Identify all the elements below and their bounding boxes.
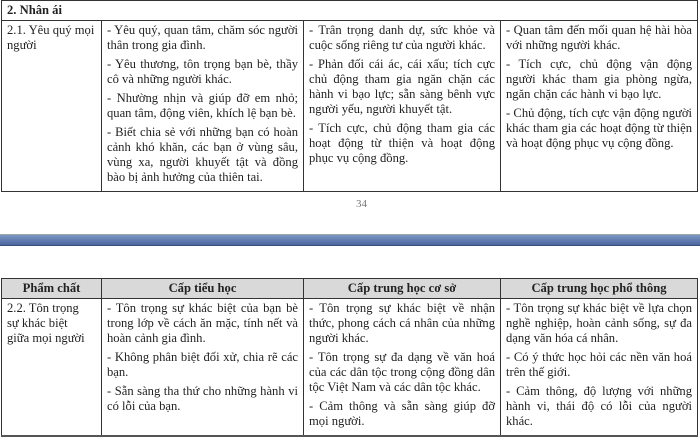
list-item: - Phản đối cái ác, cái xấu; tích cực chủ động tham gia ngăn chặn các hành vi bạo lực; sẵn sàng bênh vực người yếu, người khuyết tật. [309, 57, 495, 116]
lower-secondary-cell [304, 21, 501, 192]
list-item: - Cảm thông, độ lượng với những hành vi, thái độ có lỗi của người khác. [506, 384, 692, 428]
table-page-35 [1, 278, 698, 437]
primary-cell [102, 299, 304, 437]
table-row [2, 299, 698, 437]
column-header: Phẩm chất [2, 279, 102, 299]
list-item: - Trân trọng danh dự, sức khỏe và cuộc sống riêng tư của người khác. [309, 23, 495, 52]
column-header: Cấp trung học phổ thông [501, 279, 698, 299]
list-item: - Tôn trọng sự khác biệt về nhận thức, phong cách cá nhân của những người khác. [309, 301, 495, 345]
list-item: - Tôn trọng sự khác biệt của bạn bè trong lớp về cách ăn mặc, tính nết và hoàn cảnh gia đình. [107, 301, 298, 345]
quality-name: 2.2. Tôn trọng sự khác biệt giữa mọi người [7, 301, 85, 345]
upper-secondary-cell [501, 299, 698, 437]
column-header: Cấp tiểu học [102, 279, 304, 299]
list-item: - Tôn trọng sự đa dạng về văn hoá của các dân tộc trong cộng đồng dân tộc Việt Nam và các dân tộc khác. [309, 350, 495, 394]
section-title: 2. Nhân ái [2, 1, 698, 21]
page-number: 34 [356, 198, 367, 210]
list-item: - Cảm thông và sẵn sàng giúp đỡ mọi người. [309, 399, 495, 428]
quality-name: 2.1. Yêu quý mọi người [7, 23, 95, 52]
quality-cell [2, 299, 102, 437]
list-item: - Tích cực, chủ động vận động người khác tham gia phòng ngừa, ngăn chặn các hành vi bạo lực. [506, 57, 693, 101]
list-item: - Không phân biệt đối xử, chia rẽ các bạn. [107, 350, 298, 379]
table-row [2, 21, 698, 192]
list-item: - Sẵn sàng tha thứ cho những hành vi có lỗi của bạn. [107, 384, 298, 413]
list-item: - Yêu quý, quan tâm, chăm sóc người thân trong gia đình. [107, 23, 298, 52]
list-item: - Tích cực, chủ động tham gia các hoạt động từ thiện và hoạt động phục vụ cộng đồng. [309, 121, 495, 165]
list-item: - Tôn trọng sự khác biệt về lựa chọn nghề nghiệp, hoàn cảnh sống, sự đa dạng văn hóa cá nhân. [506, 301, 692, 345]
quality-cell [2, 21, 102, 192]
lower-secondary-cell [304, 299, 501, 437]
list-item: - Quan tâm đến mối quan hệ hài hòa với những người khác. [506, 23, 693, 52]
primary-cell [102, 21, 304, 192]
list-item: - Yêu thương, tôn trọng bạn bè, thầy cô và những người khác. [107, 57, 298, 86]
list-item: - Có ý thức học hỏi các nền văn hoá trên thế giới. [506, 350, 692, 379]
column-header: Cấp trung học cơ sở [304, 279, 501, 299]
list-item: - Biết chia sẻ với những bạn có hoàn cảnh khó khăn, các bạn ở vùng sâu, vùng xa, người khuyết tật và đồng bào bị ảnh hưởng của thiên tai. [107, 125, 298, 184]
list-item: - Nhường nhịn và giúp đỡ em nhỏ; quan tâm, động viên, khích lệ bạn bè. [107, 91, 298, 120]
list-item: - Chủ động, tích cực vận động người khác tham gia các hoạt động từ thiện và hoạt động phục vụ cộng đồng. [506, 106, 693, 150]
table-header [2, 279, 698, 299]
table-page-34 [1, 0, 698, 192]
upper-secondary-cell [501, 21, 698, 192]
page-separator [0, 234, 700, 246]
